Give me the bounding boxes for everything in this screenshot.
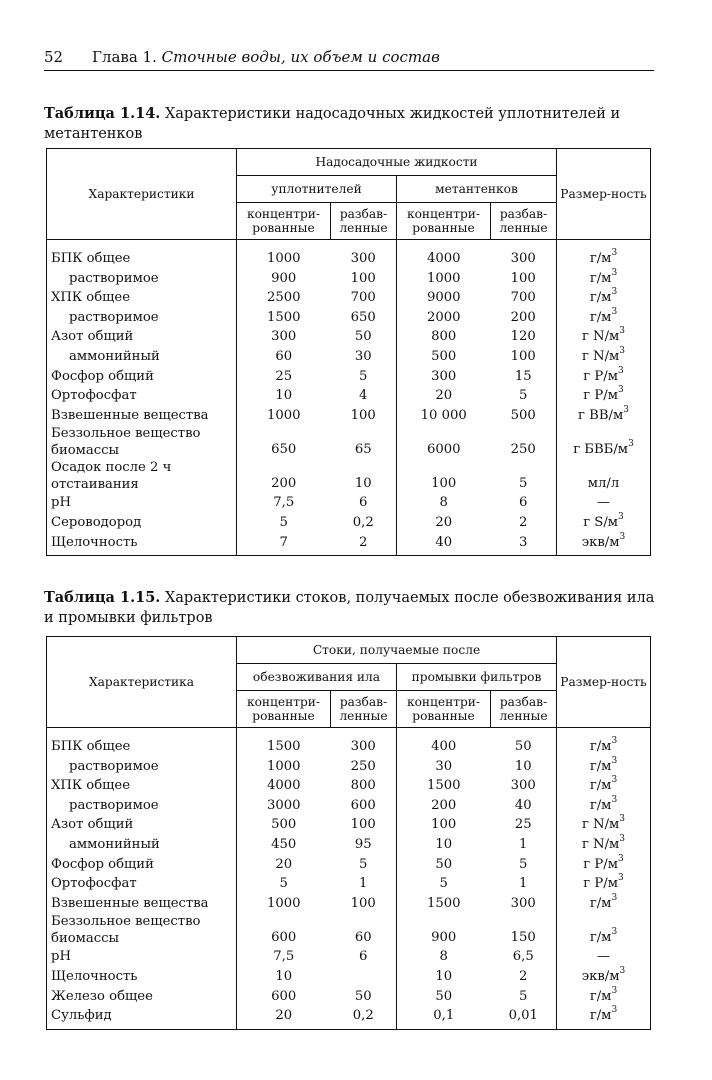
value-cell: 8 [439,495,448,511]
unit-cell [557,240,651,269]
value-cell: 150 [510,929,536,945]
unit-exponent: 3 [617,873,624,884]
col-diluted: разбав-ленные [491,203,557,240]
value-cell: 5 [519,475,528,491]
unit-cell [557,308,651,328]
value-cell: 15 [514,368,532,384]
unit-text: г P/м [583,388,618,404]
table-row [47,493,651,513]
col-concentrated: концентри-рованные [397,691,491,728]
value-cell: 60 [275,348,293,364]
value-cell: 7 [237,533,331,556]
value-cell: 700 [331,288,397,308]
row-label: Ортофосфат [47,874,237,894]
unit-cell [557,288,651,308]
value-cell: 300 [510,251,536,266]
unit-cell [557,327,651,347]
unit-cell [557,913,651,947]
value-cell: 0,1 [397,1006,491,1029]
unit-cell [557,367,651,387]
value-cell: 10 [331,459,397,493]
unit-text: г P/м [583,368,618,384]
row-label: Взвешенные вещества [47,406,237,426]
value-cell: 50 [331,987,397,1007]
value-cell: 40 [514,797,532,813]
unit-cell [557,987,651,1007]
value-cell: 5 [331,367,397,387]
table-row [47,913,651,947]
unit-exponent: 3 [617,853,624,864]
value-cell: 7,5 [273,949,295,965]
row-label: Фосфор общий [47,367,237,387]
col-concentrated: концентри-рованные [237,691,331,728]
value-cell: 800 [431,329,457,345]
value-cell: 300 [431,368,457,384]
table-row [47,894,651,914]
table-row [47,288,651,308]
unit-cell [557,835,651,855]
value-cell: 10 [435,968,453,984]
value-cell: 300 [271,329,297,345]
value-cell: 5 [519,856,528,872]
value-cell: 0,2 [331,1006,397,1029]
row-label: pH [47,493,237,513]
unit-text: г/м [589,778,612,794]
table-body [47,728,651,1030]
unit-text: г N/м [581,348,620,364]
unit-cell [557,269,651,289]
unit-cell [557,728,651,757]
value-cell: 100 [431,475,457,491]
unit-text: г N/м [581,836,620,852]
value-cell: 1500 [266,739,301,754]
value-cell: 120 [510,329,536,345]
unit-exponent: 3 [619,345,626,356]
row-label: БПК общее [47,728,237,757]
col-diluted: разбав-ленные [331,691,397,728]
value-cell: 650 [271,441,297,457]
value-cell: 10 [514,758,532,774]
unit-cell [557,1006,651,1029]
row-label: Щелочность [47,967,237,987]
value-cell: 900 [271,270,297,286]
value-cell: 50 [514,739,532,754]
value-cell: 5 [331,855,397,875]
value-cell: 9000 [426,290,461,306]
table-row [47,386,651,406]
table-row [47,967,651,987]
row-label: аммонийный [47,347,237,367]
col-header-unit: Размер-ность [557,149,651,240]
table-row [47,327,651,347]
table-row [47,796,651,816]
group-header: Надосадочные жидкости [237,149,557,176]
row-label: растворимое [47,308,237,328]
value-cell: 800 [331,776,397,796]
value-cell: 20 [435,514,453,530]
unit-exponent: 3 [618,511,624,522]
unit-cell [557,776,651,796]
value-cell: 250 [510,441,536,457]
row-label: Беззольное вещество биомассы [47,425,237,459]
unit-cell [557,533,651,556]
unit-exponent: 3 [617,365,624,376]
value-cell: 10 000 [420,407,467,423]
table-row [47,987,651,1007]
value-cell [331,967,397,987]
unit-text: г/м [589,929,612,945]
value-cell: 1 [331,874,397,894]
table-row [47,425,651,459]
group-header: Стоки, получаемые после [237,637,557,664]
table-row [47,347,651,367]
value-cell: 6 [519,495,528,511]
unit-text: г/м [589,1008,612,1024]
table-row [47,776,651,796]
unit-cell [557,855,651,875]
value-cell: 200 [431,797,457,813]
unit-exponent: 3 [628,438,634,449]
unit-cell [557,347,651,367]
value-cell: 5 [519,988,528,1004]
value-cell: 30 [331,347,397,367]
value-cell: 500 [271,817,297,833]
row-label: БПК общее [47,240,237,269]
subheader-thickeners: уплотнителей [237,176,397,203]
table-row [47,1006,651,1029]
col-concentrated: концентри-рованные [237,203,331,240]
value-cell: 450 [271,836,297,852]
row-label: ХПК общее [47,776,237,796]
value-cell: 6,5 [512,949,534,965]
unit-exponent: 3 [623,404,629,415]
unit-exponent: 3 [611,775,618,786]
value-cell: 500 [510,407,536,423]
table-1-14-caption: Таблица 1.14. Характеристики надосадочных жидкостей уплотнителей и метантенков [44,105,621,142]
value-cell: 600 [331,796,397,816]
unit-exponent: 3 [619,965,626,976]
table-row [47,308,651,328]
unit-exponent: 3 [611,794,618,805]
table-row [47,240,651,269]
value-cell: 100 [431,817,457,833]
table-row [47,815,651,835]
value-cell: 1 [519,876,528,892]
unit-exponent: 3 [619,531,626,542]
unit-cell [557,967,651,987]
value-cell: 7,5 [273,495,295,511]
unit-text: г/м [589,270,612,286]
table-row [47,459,651,493]
unit-text: г P/м [583,856,618,872]
unit-exponent: 3 [611,248,618,258]
table-row [47,728,651,757]
col-header-characteristic: Характеристики [47,149,237,240]
unit-exponent: 3 [619,326,626,337]
value-cell: 0,01 [491,1006,557,1029]
value-cell: 4000 [426,251,461,266]
unit-text: г/м [589,309,612,325]
value-cell: 6 [331,947,397,967]
unit-exponent: 3 [611,287,618,298]
value-cell: 1000 [266,758,301,774]
table-body [47,240,651,556]
unit-cell [557,459,651,493]
unit-cell [557,493,651,513]
value-cell: 50 [331,327,397,347]
value-cell: 4 [331,386,397,406]
unit-cell [557,513,651,533]
value-cell: 400 [431,739,457,754]
value-cell: 100 [331,406,397,426]
row-label: Ортофосфат [47,386,237,406]
value-cell: 6 [331,493,397,513]
value-cell: 3000 [266,797,301,813]
value-cell: 700 [510,290,536,306]
row-label: растворимое [47,757,237,777]
table-row [47,406,651,426]
value-cell: 10 [435,836,453,852]
value-cell: 300 [510,895,536,911]
table-1-14 [46,148,651,556]
value-cell: 40 [397,533,491,556]
value-cell: 8 [439,949,448,965]
unit-text: г/м [589,797,612,813]
table-row [47,269,651,289]
value-cell: 6000 [426,441,461,457]
value-cell: 1500 [426,895,461,911]
value-cell: 5 [439,876,448,892]
value-cell: 1500 [266,309,301,325]
table-row [47,835,651,855]
value-cell: 20 [435,388,453,404]
value-cell: 5 [279,876,288,892]
subheader-filter-washing: промывки фильтров [397,664,557,691]
row-label: ХПК общее [47,288,237,308]
unit-text: г/м [589,895,612,911]
unit-text: г/м [589,758,612,774]
unit-text: г N/м [581,329,620,345]
unit-cell [557,425,651,459]
row-label: аммонийный [47,835,237,855]
unit-text: г/м [589,739,612,754]
value-cell: 2000 [426,309,461,325]
row-label: Осадок после 2 ч отстаивания [47,459,237,493]
value-cell: 3 [491,533,557,556]
value-cell: 20 [237,1006,331,1029]
value-cell: 900 [431,929,457,945]
value-cell: 300 [331,240,397,269]
value-cell: 1000 [426,270,461,286]
value-cell: 60 [331,913,397,947]
value-cell: 95 [331,835,397,855]
value-cell: 100 [331,815,397,835]
unit-text: г/м [589,251,612,266]
unit-text: экв/м [581,968,620,984]
table-1-15-caption: Таблица 1.15. Характеристики стоков, получаемых после обезвоживания ила и промывки фильтров [44,589,655,626]
unit-text: г/м [589,290,612,306]
unit-text: — [596,949,611,965]
value-cell: 1000 [266,251,301,266]
table-row [47,513,651,533]
unit-cell [557,947,651,967]
unit-exponent: 3 [611,1005,618,1016]
value-cell: 2 [519,514,528,530]
value-cell: 20 [275,856,293,872]
unit-exponent: 3 [617,385,624,396]
table-row [47,533,651,556]
unit-cell [557,406,651,426]
unit-exponent: 3 [611,267,618,278]
table-row [47,757,651,777]
subheader-digesters: метантенков [397,176,557,203]
value-cell: 100 [331,269,397,289]
unit-exponent: 3 [611,306,618,317]
value-cell: 2 [331,533,397,556]
value-cell: 1000 [266,407,301,423]
value-cell: 600 [271,988,297,1004]
row-label: Сероводород [47,513,237,533]
unit-cell [557,874,651,894]
value-cell: 100 [510,348,536,364]
table-row [47,947,651,967]
row-label: Щелочность [47,533,237,556]
unit-exponent: 3 [611,892,618,903]
value-cell: 65 [331,425,397,459]
unit-exponent: 3 [619,814,626,825]
unit-text: г ВВ/м [578,407,624,423]
col-header-unit: Размер-ность [557,637,651,728]
value-cell: 500 [431,348,457,364]
col-diluted: разбав-ленные [491,691,557,728]
value-cell: 1000 [266,895,301,911]
value-cell: 100 [331,894,397,914]
unit-text: г N/м [581,817,620,833]
row-label: Сульфид [47,1006,237,1029]
value-cell: 10 [275,388,293,404]
unit-text: г/м [589,988,612,1004]
table-row [47,367,651,387]
unit-exponent: 3 [611,926,618,937]
table-1-15 [46,636,651,1030]
value-cell: 0,2 [331,513,397,533]
unit-text: экв/м [581,534,620,550]
unit-exponent: 3 [619,833,626,844]
value-cell: 200 [271,475,297,491]
row-label: Азот общий [47,815,237,835]
col-header-characteristic: Характеристика [47,637,237,728]
col-diluted: разбав-ленные [331,203,397,240]
value-cell: 650 [331,308,397,328]
row-label: pH [47,947,237,967]
value-cell: 2500 [266,290,301,306]
value-cell: 100 [510,270,536,286]
unit-cell [557,386,651,406]
value-cell: 600 [271,929,297,945]
subheader-sludge-dewatering: обезвоживания ила [237,664,397,691]
col-concentrated: концентри-рованные [397,203,491,240]
value-cell: 1500 [426,778,461,794]
unit-cell [557,796,651,816]
unit-exponent: 3 [611,985,618,996]
row-label: растворимое [47,796,237,816]
chapter-heading: Глава 1. Сточные воды, их объем и состав [92,48,440,66]
unit-exponent: 3 [611,755,618,766]
value-cell: 1 [519,836,528,852]
unit-cell [557,894,651,914]
unit-text: г S/м [583,514,619,530]
value-cell: 4000 [266,778,301,794]
table-row [47,874,651,894]
value-cell: 25 [275,368,293,384]
row-label: Беззольное вещество биомассы [47,913,237,947]
value-cell: 300 [510,778,536,794]
running-header [44,46,654,71]
unit-text: г БВБ/м [573,441,629,457]
row-label: Фосфор общий [47,855,237,875]
unit-text: — [596,495,611,511]
value-cell: 2 [519,968,528,984]
row-label: Взвешенные вещества [47,894,237,914]
value-cell: 10 [275,968,293,984]
value-cell: 5 [279,514,288,530]
value-cell: 5 [519,388,528,404]
unit-cell [557,757,651,777]
unit-cell [557,815,651,835]
unit-text: г P/м [583,876,618,892]
value-cell: 30 [435,758,453,774]
value-cell: 50 [435,856,453,872]
row-label: Железо общее [47,987,237,1007]
value-cell: 300 [331,728,397,757]
page-number: 52 [44,48,64,66]
row-label: растворимое [47,269,237,289]
value-cell: 25 [514,817,532,833]
value-cell: 200 [510,309,536,325]
unit-text: мл/л [587,475,620,491]
value-cell: 50 [435,988,453,1004]
table-row [47,855,651,875]
value-cell: 250 [331,757,397,777]
row-label: Азот общий [47,327,237,347]
unit-exponent: 3 [611,736,618,746]
